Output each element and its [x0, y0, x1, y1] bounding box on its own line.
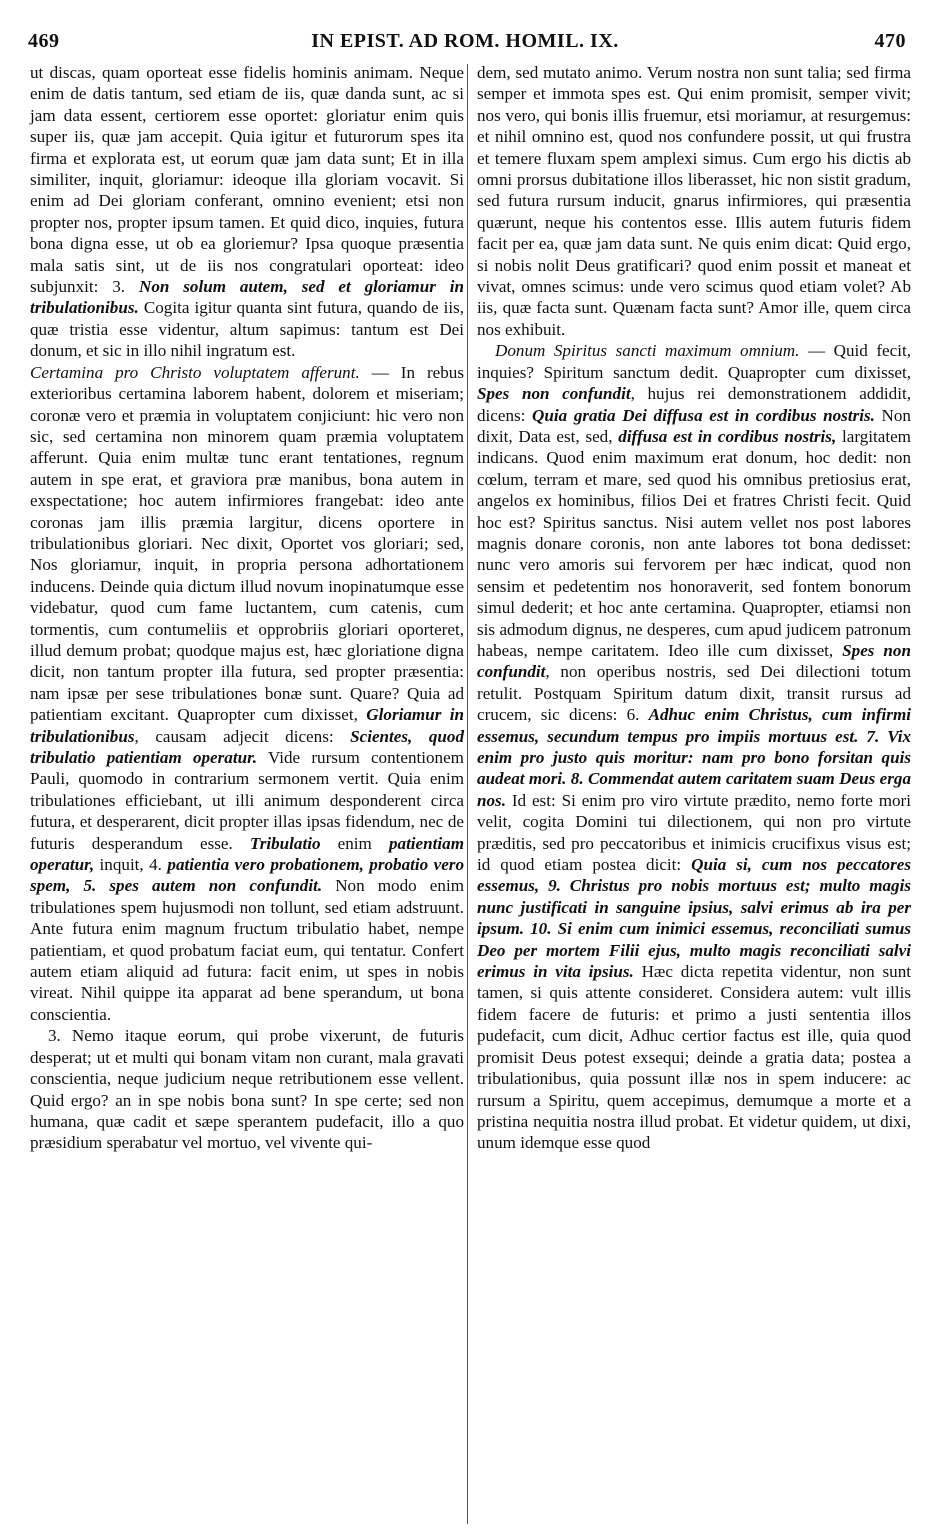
- text: — Quid fecit, inquies? Spiritum sanctum dedit. Quapropter cum dixisset,: [477, 341, 911, 382]
- scripture-quote: Non solum autem, sed et gloriamur in tribulationibus.: [30, 277, 464, 318]
- right-paragraph-1: [477, 62, 911, 340]
- text: ut discas, quam oporteat esse fidelis hominis animam. Neque enim de datis tantum, sed etiam de iis, quæ danda sunt, ac si jam data essent, certiorem esse oportet: gloriatur enim quis super iis, quæ jam accepit. Quia igitur et futurorum spes ita firma et explorata est, ut eorum quæ jam data sunt; Et in illa similiter, inquit, gloriamur: ideoque illa gloriam vocavit. Si enim ad Dei gloriam conferant, omnino evenient; etsi non propter nos, propter ipsum tamen. Et quid dico, inquies, futura bona digna esse, ut ob ea gloriemur? Ipsa quoque præsentia mala satis sint, ut de iis nos congratulari oporteat: ideo subjunxit: 3.: [30, 63, 464, 297]
- right-column: [477, 62, 911, 1154]
- page-number-right: 470: [874, 30, 906, 52]
- scripture-quote: Tribulatio: [249, 833, 321, 853]
- scripture-quote: patientia vero probationem, probatio vero spem, 5. spes autem non confundit.: [30, 855, 464, 896]
- text: Hæc dicta repetita videntur, non sunt tamen, si quis attente consideret. Considera autem: vult illis fidem facere de futuris: et primo a justi sententia illos pudefacit, cum dicit, Adhuc certior factus est ille, quia quod promisit Deus potest exsequi; deinde a gratia data; postea a tribulationibus, quia possunt illæ nos in spem inducere: ac rursum a Spiritu, quem accepimus, demumque a morte et a pristina nequitia nostra illud probat. Et videtur quidem, ut dixi, unum idemque esse quod: [477, 962, 911, 1153]
- left-paragraph-1: [30, 62, 464, 362]
- text: Non dixit, Data est, sed,: [477, 405, 911, 446]
- text: Cogita igitur quanta sint futura, quando de iis, quæ tristia esse videntur, altum sapimus: tantum est Dei donum, et sic in illo nihil ingratum est.: [30, 298, 464, 361]
- text: 3. Nemo itaque eorum, qui probe vixerunt, de futuris desperat; ut et multi qui bonam vitam non curant, mala gravati conscientia, neque judicium neque retributionem esse vellent. Quid ergo? an in spe nobis bona sunt? In spe certe; sed non humana, quæ cadit et sæpe sperantem pudefacit, illo a quo præsidium sperabatur vel mortuo, vel vivente qui-: [30, 1026, 464, 1153]
- text: , hujus rei demonstrationem addidit, dicens:: [477, 384, 911, 425]
- text: — In rebus exterioribus certamina laborem habent, dolorem et miseriam; coronæ vero et præmia in voluptatem conjiciunt: hic vero non sic, sed certamina non minorem quam præmia voluptatem afferunt. Quia enim multæ tunc erant tentationes, regnum autem in spe erat, et graviora præ manibus, bona autem in exspectatione; hoc autem infirmiores frangebat: ideo ante coronas jam illis præmia largitur, dicens oportere in tribulationibus gloriari. Nec dixit, Oportet vos gloriari; sed, Nos gloriamur, inquit, in propria persona adhortationem inducens. Deinde quia dictum illud novum inopinatumque esse videbatur, quod cum fame luctantem, cum catenis, cum tormentis, cum contumeliis et opprobriis gloriari oporteret, illud demum probat; quodque majus est, hæc gloriatione digna dicit, non tantum propter illa futura, sed propter præsentia: nam ipsæ per sese tribulationes bonæ sunt. Quare? Quia ad patientiam excitant. Quapropter cum dixisset,: [30, 362, 464, 725]
- text: inquit, 4.: [94, 855, 168, 875]
- column-divider: [467, 64, 468, 1524]
- text: dem, sed mutato animo. Verum nostra non sunt talia; sed firma semper et immota spes est. Qui enim promisit, semper vivit; nos vero, qui bonis illis fruemur, etsi moriamur, at resurgemus: et nihil omnino est, quod nos confundere possit, ut qui frustra et temere fluxam spem amplexi simus. Cum ergo his dictis ab omni prorsus dubitatione illos liberasset, hic non sistit gradum, sed futura rursum inducit, gnarus infirmiores, qui præsentia quærunt, neque his contentos esse. Illis autem futuris fidem facit per ea, quæ jam data sunt. Ne quis enim dicat: Quid ergo, si nobis nolit Deus gratificari? quod enim possit et maneat et vivat, omnes scimus: unde vero scimus quod etiam volet? Ab iis, quæ facta sunt. Quænam facta sunt? Amor ille, quem circa nos exhibuit.: [477, 63, 911, 339]
- running-title: IN EPIST. AD ROM. HOMIL. IX.: [311, 30, 619, 52]
- scripture-quote: diffusa est in cordibus nostris,: [618, 426, 837, 446]
- running-head: [24, 30, 906, 60]
- text: largitatem indicans. Quod enim maximum erat donum, hoc dedit: non cœlum, terram et mare, sed quod his omnibus pretiosius erat, angelos ex hominibus, filios Dei et fratres Christi fecit. Quid hoc est? Spiritus sanctus. Nisi autem vellet nos post labores magnis donare coronis, non ante labores tot bona dedisset: nunc vero amoris sui fervorem per hæc indicat, quod non sensim et pedetentim nos honoraverit, sed fontem bonorum simul dederit; et hoc ante certamina. Quapropter, etiamsi non sis admodum dignus, ne desperes, cum apud judicem patronum habeas, nempe caritatem. Ideo ille cum dixisset,: [477, 426, 911, 660]
- section-heading: Certamina pro Christo voluptatem afferunt.: [30, 362, 360, 382]
- scripture-quote: Quia gratia Dei diffusa est in cordibus nostris.: [532, 405, 875, 425]
- scripture-quote: Quia si, cum nos peccatores essemus, 9. Christus pro nobis mortuus est; multo magis nunc justificati in sanguine ipsius, salvi erimus ab ira per ipsum. 10. Si enim cum inimici essemus, reconciliati sumus Deo per mortem Filii ejus, multo magis reconciliati salvi erimus in vita ipsius.: [477, 855, 912, 982]
- scripture-quote: patientiam operatur,: [30, 833, 464, 875]
- scripture-quote: Gloriamur in tribulationibus: [30, 705, 464, 746]
- section-heading: Donum Spiritus sancti maximum omnium.: [495, 341, 800, 361]
- scripture-quote: Adhuc enim Christus, cum infirmi essemus, secundum tempus pro impiis mortuus est. 7. Vix enim pro justo quis moritur: nam pro bono forsitan quis audeat mori. 8. Commendat autem caritatem suam Deus erga nos.: [477, 705, 911, 810]
- page-number-left: 469: [28, 30, 60, 52]
- scripture-quote: Spes non confundit: [477, 384, 631, 404]
- scripture-quote: Spes non confundit: [477, 640, 911, 682]
- left-paragraph-3: [30, 1025, 464, 1153]
- text: , non operibus nostris, sed Dei dilectioni totum retulit. Postquam Spiritum datum dixit, transit rursus ad crucem, sic dicens: 6.: [477, 662, 911, 725]
- text: enim: [320, 833, 389, 853]
- scripture-quote: Scientes, quod tribulatio patientiam operatur.: [30, 726, 464, 767]
- left-column: [30, 62, 464, 1154]
- text: Vide rursum contentionem Pauli, quomodo in contrarium sermonem vertit. Quia enim tribulationes efficiebant, ut illi animum desponderent circa futura, et desperarent, dicit propter illas ipsas fidendum, nec de futuris desperandum esse.: [30, 748, 464, 853]
- left-paragraph-2: [30, 362, 464, 1026]
- text: Non modo enim tribulationes spem hujusmodi non tollunt, sed etiam adstruunt. Ante futura enim magnum fructum tribulatio habet, nempe patientiam, et quod probatum faciat eum, qui tentatur. Confert autem etiam aliquid ad futura: facit enim, ut spes in nobis vireat. Nihil quippe ita apparat ad bene sperandum, ut bona conscientia.: [30, 876, 464, 1024]
- text: Id est: Si enim pro viro virtute prædito, nemo forte mori velit, cogita Domini tui dilectionem, qui non pro virtute præditis, sed pro peccatoribus et inimicis crucifixus visus est; id quod etiam postea dicit:: [477, 790, 911, 875]
- text: , causam adjecit dicens:: [134, 726, 351, 746]
- right-paragraph-2: [477, 340, 911, 1153]
